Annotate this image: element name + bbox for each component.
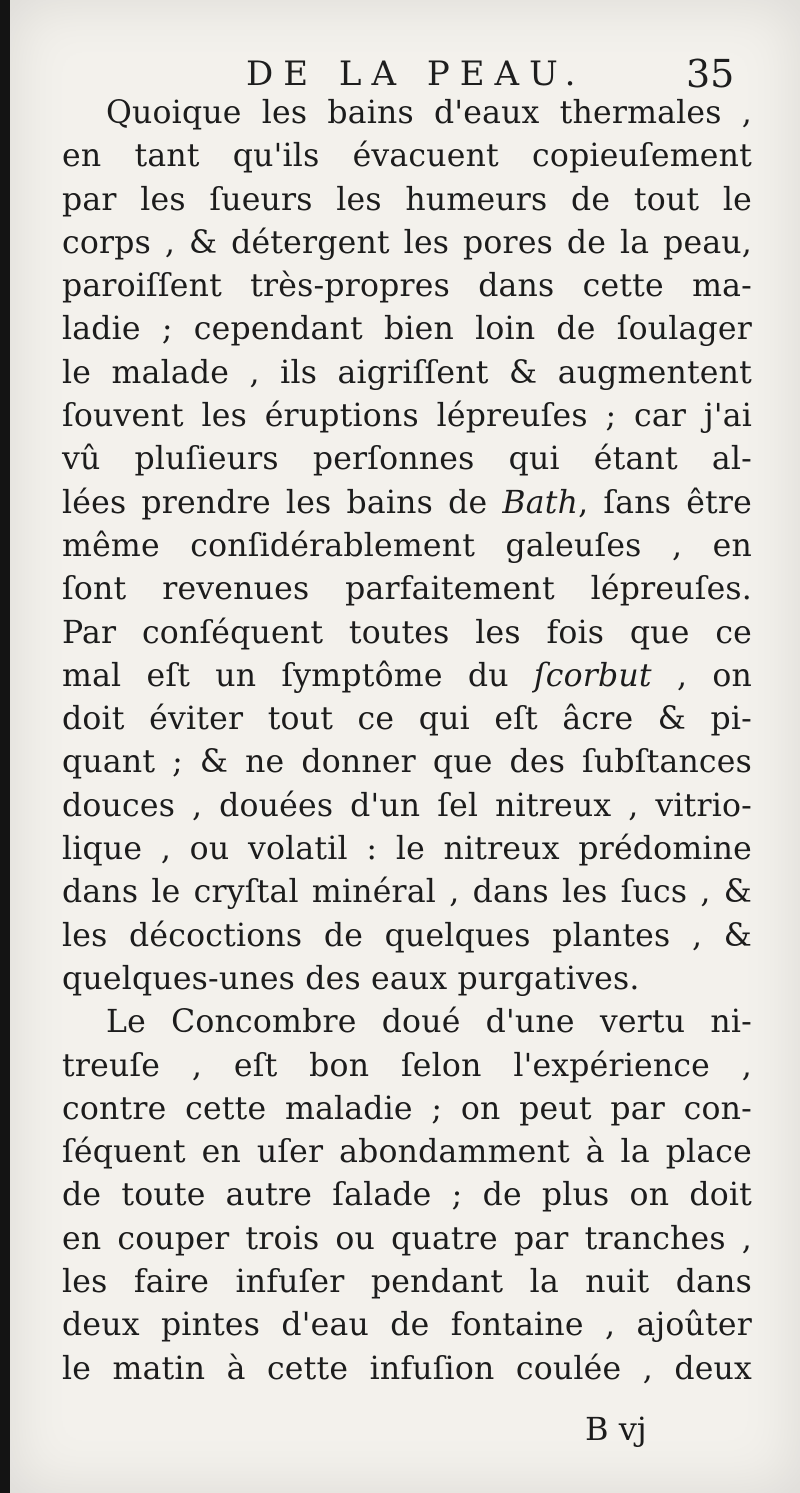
text-line: deux pintes d'eau de fontaine , ajoûter <box>62 1307 752 1344</box>
page-number: 35 <box>686 52 735 96</box>
text-line: les décoctions de quelques plantes , & <box>62 917 752 954</box>
text-line: ladie ; cependant bien loin de ſoulager <box>62 311 752 348</box>
text-line: Le Concombre doué d'une vertu ni- <box>106 1004 752 1041</box>
text-line: contre cette maladie ; on peut par con- <box>62 1090 752 1127</box>
text-line: les faire infuſer pendant la nuit dans <box>62 1264 752 1301</box>
text-line: le matin à cette infuſion coulée , deux <box>62 1350 752 1387</box>
catchword-signature: B vj <box>585 1410 647 1448</box>
text-line: ſont revenues parfaitement lépreuſes. <box>62 571 752 608</box>
book-page <box>10 0 800 1493</box>
text-line: quant ; & ne donner que des ſubſtances <box>62 744 752 781</box>
text-line: lées prendre les bains de Bath, ſans être <box>62 484 752 521</box>
text-line: Par conſéquent toutes les fois que ce <box>62 614 752 651</box>
running-title: DE LA PEAU. <box>246 54 586 94</box>
text-line: vû pluſieurs perſonnes qui étant al- <box>62 441 752 478</box>
body-text <box>62 92 752 1391</box>
text-line: mal eſt un ſymptôme du ſcorbut , on <box>62 657 753 694</box>
text-line: ſéquent en uſer abondamment à la place <box>62 1134 752 1171</box>
text-line: en couper trois ou quatre par tranches , <box>62 1220 752 1257</box>
text-line: paroiſſent très-propres dans cette ma- <box>62 268 752 305</box>
text-line: douces , douées d'un ſel nitreux , vitrio- <box>62 787 752 824</box>
page-left-edge <box>0 0 10 1493</box>
text-line: doit éviter tout ce qui eſt âcre & pi- <box>62 701 752 738</box>
text-line: le malade , ils aigriſſent & augmentent <box>62 354 752 391</box>
text-line: lique , ou volatil : le nitreux prédomine <box>62 831 752 868</box>
text-line: même conſidérablement galeuſes , en <box>62 527 752 564</box>
text-line: quelques-unes des eaux purgatives. <box>62 960 640 997</box>
text-line: Quoique les bains d'eaux thermales , <box>106 95 752 131</box>
text-line: de toute autre ſalade ; de plus on doit <box>62 1177 752 1214</box>
text-line: corps , & détergent les pores de la peau, <box>62 224 752 261</box>
text-line: ſouvent les éruptions lépreuſes ; car j'ai <box>62 398 752 435</box>
text-line: en tant qu'ils évacuent copieuſement <box>62 138 752 175</box>
text-line: treuſe , eſt bon ſelon l'expérience , <box>62 1047 752 1084</box>
text-line: par les ſueurs les humeurs de tout le <box>62 181 752 218</box>
text-line: dans le cryſtal minéral , dans les ſucs , & <box>62 874 752 911</box>
